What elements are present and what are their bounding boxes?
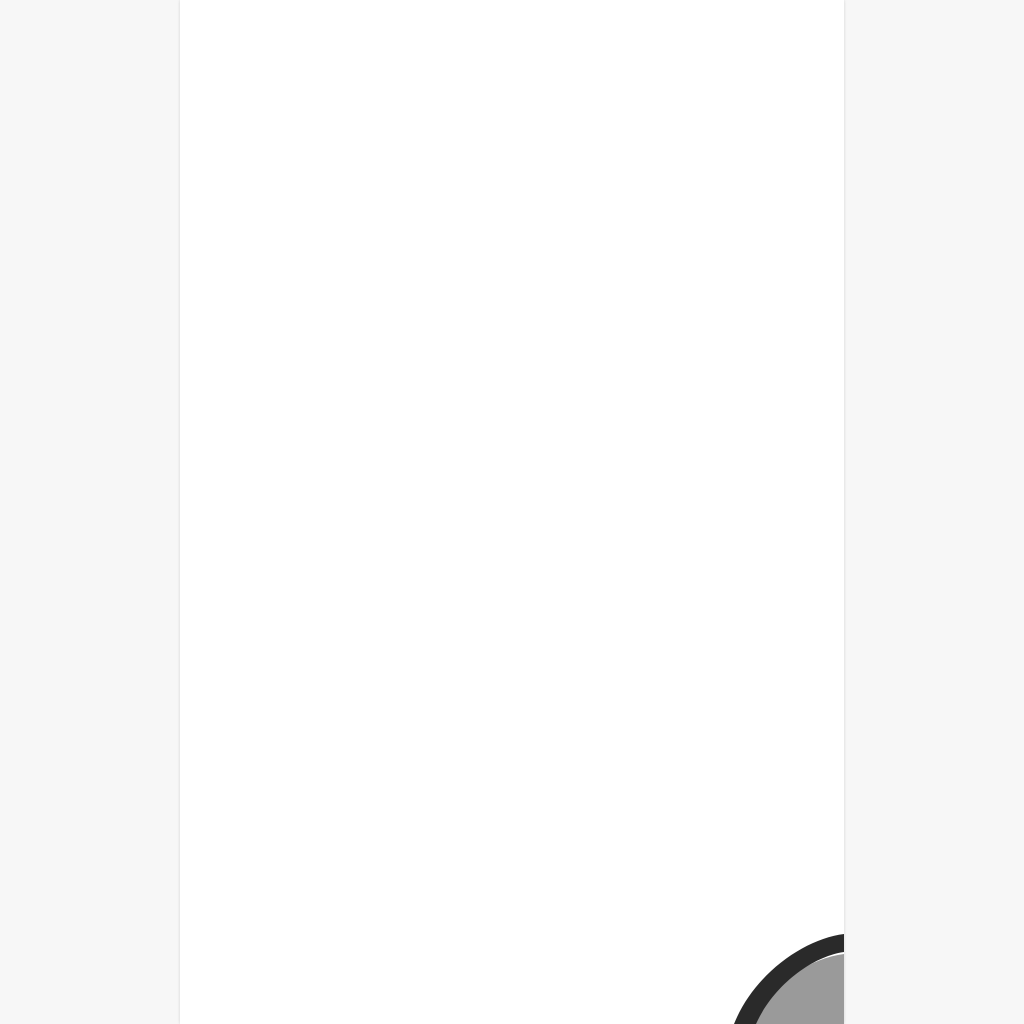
book-page	[180, 0, 844, 1024]
corner-decoration	[734, 934, 844, 1024]
table-of-contents	[268, 78, 768, 100]
